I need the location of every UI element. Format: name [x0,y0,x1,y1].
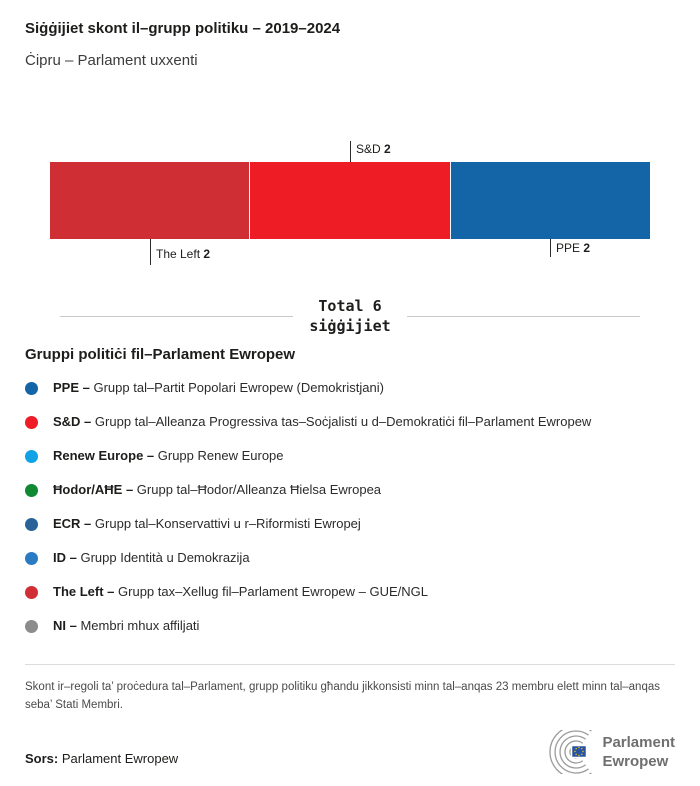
bar-segment-sd [250,162,449,239]
source-value: Parlament Ewropew [61,751,179,766]
callout-seat-count: 2 [384,142,391,156]
legend-list [25,380,675,634]
legend-color-dot [25,382,38,395]
legend-item [25,618,675,634]
legend-group-abbr: S&D – [53,414,92,429]
legend-group-abbr: ECR – [53,516,92,531]
source-line [25,751,178,774]
total-line2: siġġijiet [309,317,391,335]
callout-group-name: S&D [356,142,381,156]
total-seats-label [309,296,390,336]
legend-group-abbr: NI – [53,618,77,633]
legend-group-abbr: The Left – [53,584,115,599]
page-subtitle: Ċipru – Parlament uxxenti [25,52,198,69]
legend-item [25,584,675,600]
source-label: Sors: [25,751,59,766]
legend-group-abbr: ID – [53,550,77,565]
legend-group-desc: Grupp Identità u Demokrazija [80,550,250,565]
callout-label-the-left [156,247,210,261]
bar-segment-the-left [50,162,249,239]
legend-item [25,550,675,566]
header [0,0,700,70]
legend-group-abbr: PPE – [53,380,90,395]
legend-color-dot [25,518,38,531]
legend-group-abbr: Renew Europe – [53,448,155,463]
footnote: Skont ir–regoli ta’ proċedura tal–Parlament, grupp politiku għandu jikkonsisti minn tal–anqas 23 membru elett minn tal–anqas seba’ Stati Membri. [25,664,675,714]
legend-color-dot [25,484,38,497]
legend-item [25,516,675,532]
seats-bar [50,162,650,239]
legend-color-dot [25,620,38,633]
legend-group-desc: Membri mhux affiljati [80,618,200,633]
callout-tick-sd [350,141,351,162]
callout-seat-count: 2 [583,241,591,255]
logo-wordmark [602,733,675,771]
hemicycle-flag-icon [534,730,594,774]
callout-group-name: The Left [156,247,201,261]
callout-group-name: PPE [556,241,581,255]
legend-item [25,380,675,396]
callout-tick-the-left [150,239,151,265]
legend-color-dot [25,586,38,599]
callout-label-ppe [556,241,590,255]
legend-color-dot [25,552,38,565]
legend-group-abbr: Ħodor/AĦE – [53,482,134,497]
callout-label-sd [356,142,391,156]
total-line1: Total 6 [318,297,382,315]
legend-group-desc: Grupp tal–Partit Popolari Ewropew (Demokristjani) [93,380,384,395]
callout-tick-ppe [550,239,551,257]
divider-line-right [407,316,640,317]
total-divider [60,296,640,336]
callout-seat-count: 2 [203,247,211,261]
legend-heading: Gruppi politiċi fil–Parlament Ewropew [25,346,296,363]
legend-group-desc: Grupp tal–Konservattivi u r–Riformisti Ewropej [94,516,361,531]
logo-line2: Ewropew [602,753,669,770]
legend-group-desc: Grupp tal–Alleanza Progressiva tas–Soċjalisti u d–Demokratiċi fil–Parlament Ewropew [94,414,592,429]
european-parliament-logo [534,730,675,774]
legend-color-dot [25,416,38,429]
divider-line-left [60,316,293,317]
bar-segment-ppe [451,162,650,239]
legend-item [25,448,675,464]
legend-color-dot [25,450,38,463]
legend-item [25,482,675,498]
legend-group-desc: Grupp tal–Ħodor/Alleanza Ħielsa Ewropea [136,482,382,497]
seats-chart [50,138,650,270]
footer [25,730,675,774]
legend-item [25,414,675,430]
page-title: Siġġijiet skont il–grupp politiku – 2019–2024 [25,20,341,37]
logo-line1: Parlament [602,734,675,751]
legend-group-desc: Grupp tax–Xellug fil–Parlament Ewropew – GUE/NGL [118,584,429,599]
legend-group-desc: Grupp Renew Europe [157,448,284,463]
